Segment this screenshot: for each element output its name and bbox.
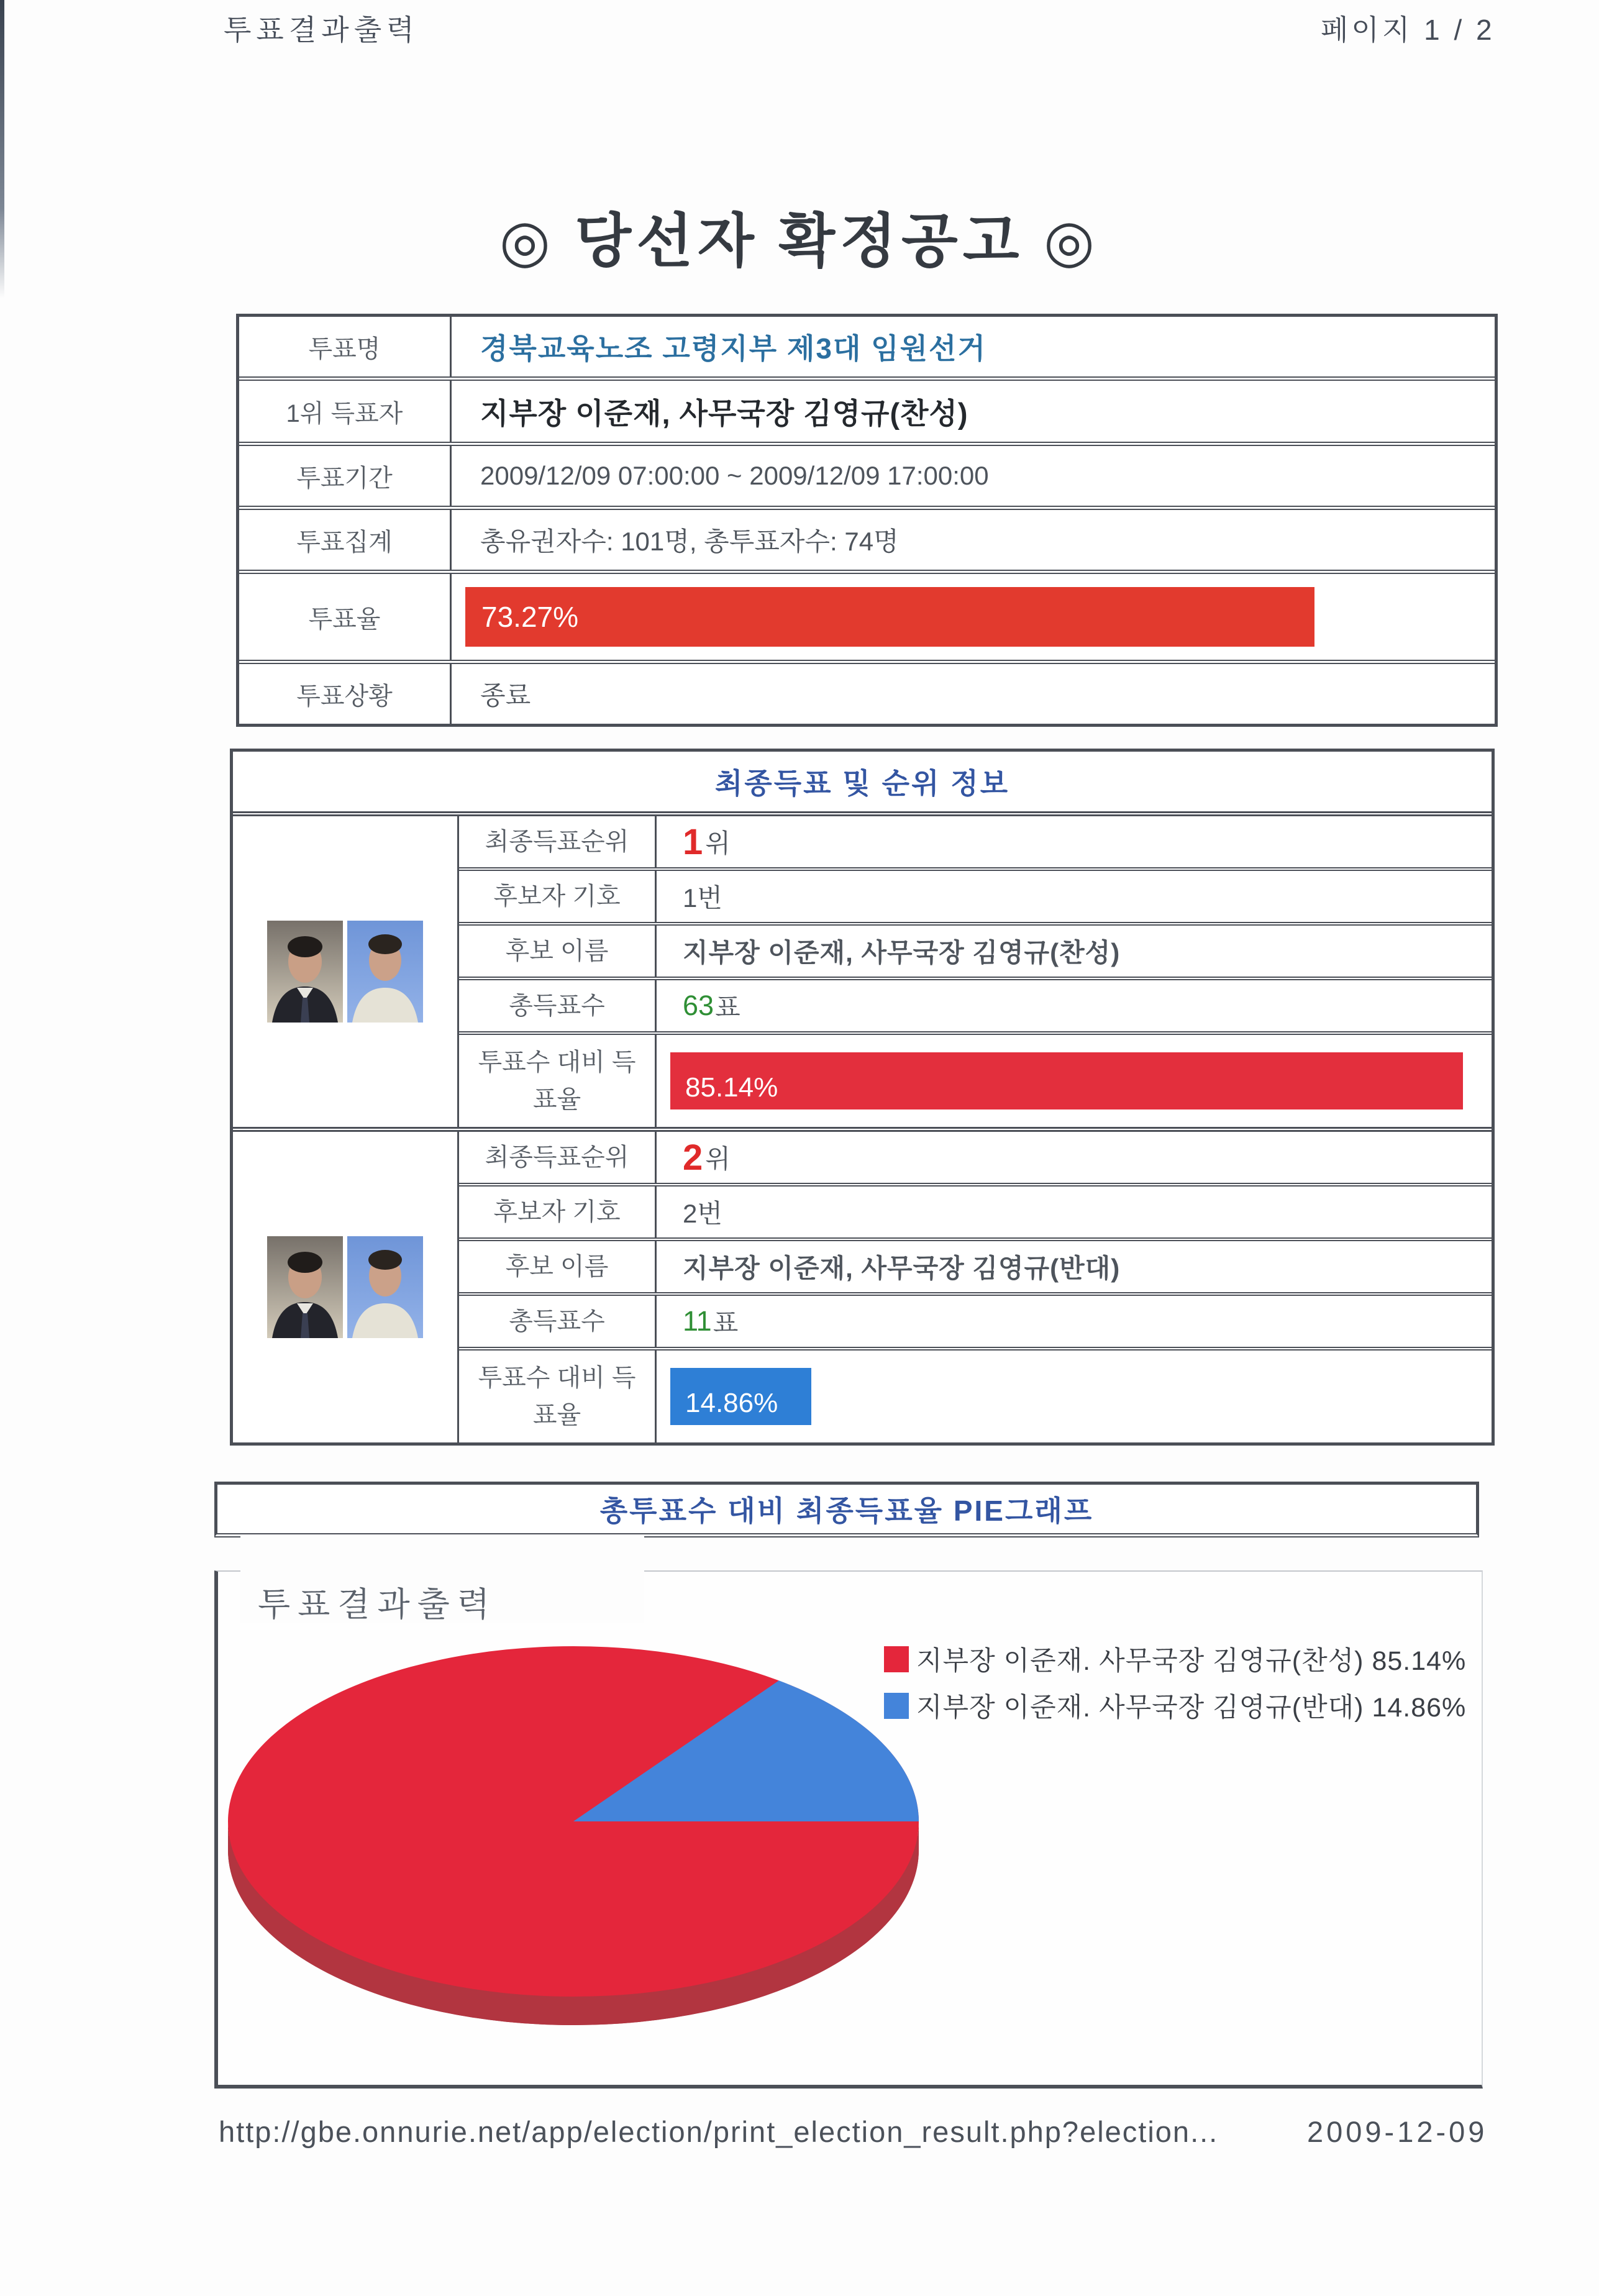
rank-suffix: 위 xyxy=(705,829,731,858)
rank-number: 2 xyxy=(683,1137,703,1178)
row-label: 투표집계 xyxy=(239,510,452,570)
votes-number: 11 xyxy=(683,1305,712,1337)
row-label: 최종득표순위 xyxy=(459,1132,657,1183)
final-results-table xyxy=(230,749,1495,1446)
table-row xyxy=(459,1132,1492,1183)
row-label: 총득표수 xyxy=(459,1296,657,1347)
table-row xyxy=(459,1183,1492,1237)
candidate-photo-portrait xyxy=(267,1236,343,1338)
legend-label: 지부장 이준재. 사무국장 김영규(반대) 14.86% xyxy=(916,1693,1467,1723)
votes-value xyxy=(657,1296,1492,1347)
rate-bar-cell xyxy=(657,1035,1492,1127)
print-header-page-number: 페이지 1 / 2 xyxy=(1321,14,1495,46)
row-label: 1위 득표자 xyxy=(239,381,452,442)
vote-summary-table xyxy=(236,314,1498,727)
symbol-value: 2번 xyxy=(683,1199,722,1228)
candidate-photo-portrait xyxy=(347,1236,423,1338)
print-header-title: 투표결과출력 xyxy=(224,14,419,46)
symbol-value: 1번 xyxy=(683,883,722,913)
row-label: 투표수 대비 득표율 xyxy=(459,1351,657,1442)
table-row xyxy=(459,1031,1492,1127)
table-row xyxy=(459,867,1492,922)
rank-value xyxy=(657,1132,1492,1183)
row-label: 후보자 기호 xyxy=(459,1187,657,1237)
page-title: ◎ 당선자 확정공고 ◎ xyxy=(499,209,1100,274)
row-label: 후보 이름 xyxy=(459,1241,657,1292)
pie-legend xyxy=(884,1640,1466,1724)
candidate-2-rows xyxy=(459,1132,1492,1442)
table-row xyxy=(459,922,1492,977)
candidate-block-2 xyxy=(233,1127,1492,1442)
turnout-bar-cell xyxy=(452,574,1495,660)
votes-value xyxy=(657,980,1492,1031)
votes-suffix: 표 xyxy=(715,993,740,1022)
row-label: 투표상황 xyxy=(239,664,452,724)
table-row xyxy=(459,1347,1492,1442)
candidate-2-photos xyxy=(233,1132,459,1442)
row-label: 투표수 대비 득표율 xyxy=(459,1035,657,1127)
row-label: 투표기간 xyxy=(239,446,452,506)
chart-watermark-label: 투표결과출력 xyxy=(258,1586,497,1623)
legend-item xyxy=(884,1640,1466,1678)
row-label: 최종득표순위 xyxy=(459,816,657,867)
candidate-1-photos xyxy=(233,816,459,1127)
candidate-block-1 xyxy=(233,811,1492,1127)
vote-status-value: 종료 xyxy=(480,681,531,710)
row-label: 투표율 xyxy=(239,574,452,660)
rate-bar-cell xyxy=(657,1351,1492,1442)
rank-number: 1 xyxy=(683,821,703,862)
table-row xyxy=(239,317,1495,376)
vote-period-value: 2009/12/09 07:00:00 ~ 2009/12/09 17:00:00 xyxy=(480,461,989,490)
row-label: 총득표수 xyxy=(459,980,657,1031)
table-row xyxy=(459,977,1492,1031)
votes-suffix: 표 xyxy=(713,1308,739,1337)
source-url: http://gbe.onnurie.net/app/election/print_election_result.php?election... xyxy=(219,2115,1219,2148)
row-label: 후보자 기호 xyxy=(459,871,657,922)
vote-rate-bar: 85.14% xyxy=(670,1052,1463,1109)
table-row xyxy=(239,376,1495,442)
candidate-photo-portrait xyxy=(347,921,423,1023)
rank-value xyxy=(657,816,1492,867)
table-row xyxy=(239,660,1495,724)
vote-rate-bar: 14.86% xyxy=(670,1368,811,1425)
print-date: 2009-12-09 xyxy=(1307,2115,1488,2148)
turnout-bar: 73.27% xyxy=(465,587,1314,647)
pie-section-title: 총투표수 대비 최종득표율 PIE그래프 xyxy=(214,1482,1479,1538)
pie-chart-box xyxy=(214,1570,1483,2089)
candidate-name-value: 지부장 이준재, 사무국장 김영규(찬성) xyxy=(683,938,1121,967)
table-row xyxy=(239,506,1495,570)
results-table-title: 최종득표 및 순위 정보 xyxy=(714,767,1010,800)
vote-name-value: 경북교육노조 고령지부 제3대 임원선거 xyxy=(480,332,986,365)
table-row xyxy=(459,1292,1492,1347)
vote-tally-value: 총유권자수: 101명, 총투표자수: 74명 xyxy=(480,527,899,556)
table-row xyxy=(239,570,1495,660)
candidate-name-value: 지부장 이준재, 사무국장 김영규(반대) xyxy=(683,1254,1121,1283)
legend-swatch-red xyxy=(884,1646,909,1672)
row-label: 투표명 xyxy=(239,317,452,376)
votes-number: 63 xyxy=(683,990,714,1021)
row-label: 후보 이름 xyxy=(459,926,657,977)
rank-suffix: 위 xyxy=(705,1144,731,1173)
table-row xyxy=(459,816,1492,867)
candidate-photo-portrait xyxy=(267,921,343,1023)
table-row xyxy=(459,1237,1492,1292)
winner-value: 지부장 이준재, 사무국장 김영규(찬성) xyxy=(480,396,968,430)
candidate-1-rows xyxy=(459,816,1492,1127)
legend-item xyxy=(884,1687,1466,1724)
table-row xyxy=(239,442,1495,506)
legend-label: 지부장 이준재. 사무국장 김영규(찬성) 85.14% xyxy=(916,1646,1467,1676)
legend-swatch-blue xyxy=(884,1693,909,1719)
